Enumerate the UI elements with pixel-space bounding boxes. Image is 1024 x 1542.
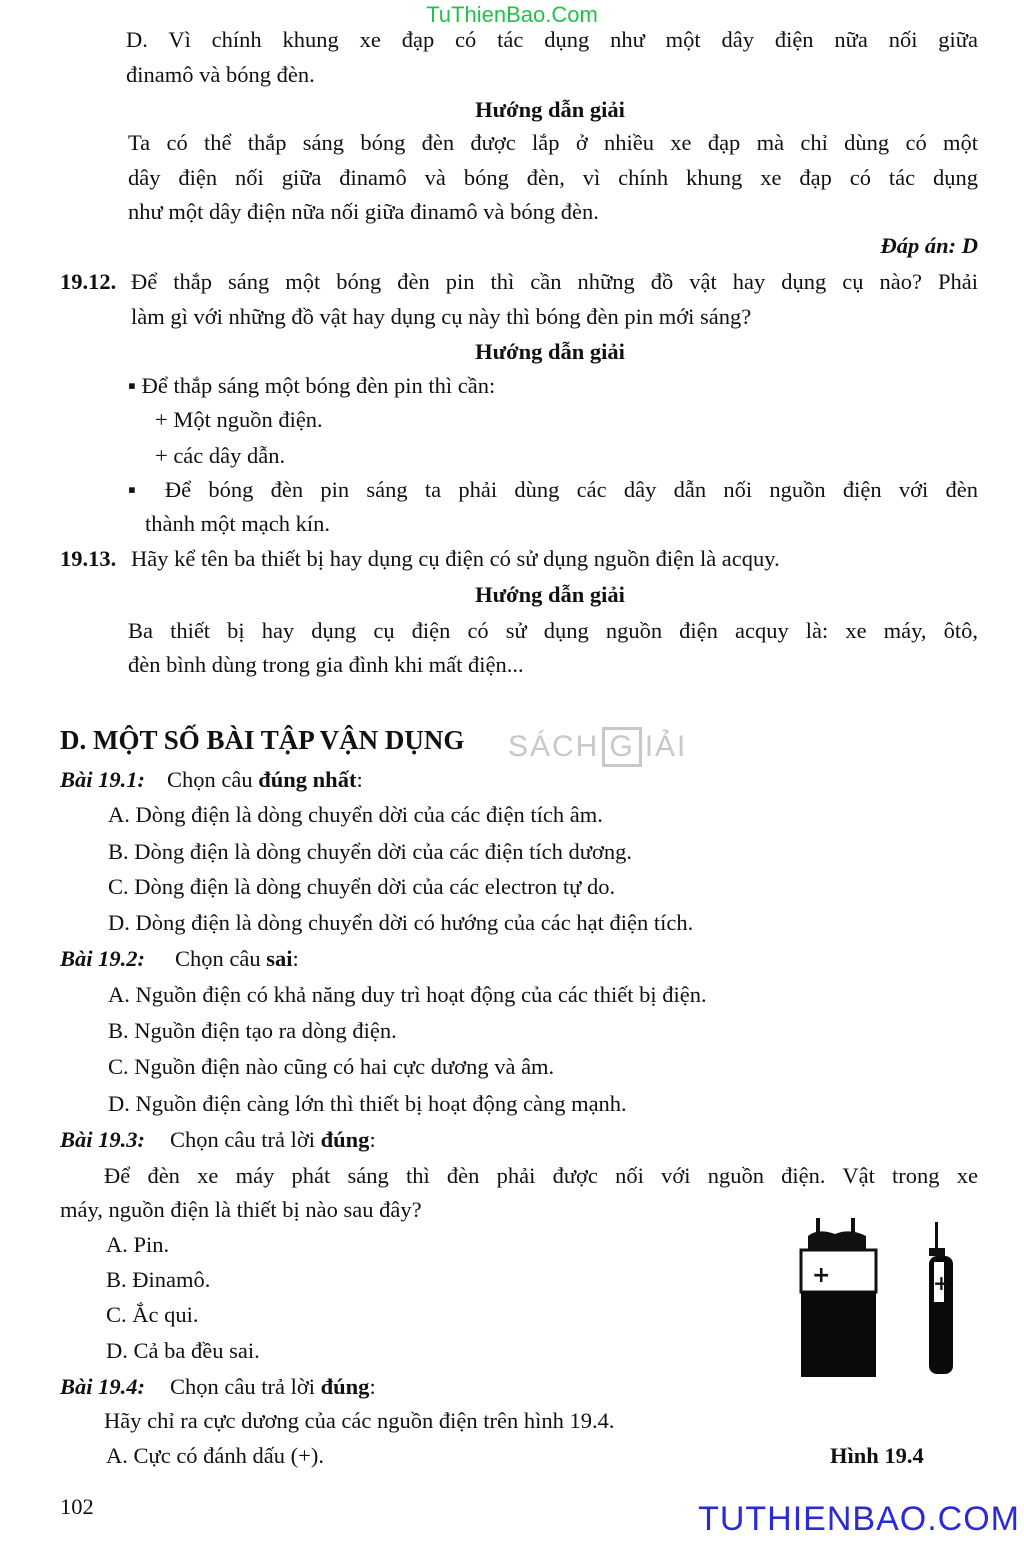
- exercise-19-1-header: [60, 765, 363, 795]
- guide-2-bullet-2: ▪ Để bóng đèn pin sáng ta phải dùng các dây dẫn nối nguồn điện với đèn: [128, 477, 978, 502]
- watermark-center-part-1: SÁCH: [508, 730, 600, 763]
- exercise-19-1-option-c: C. Dòng điện là dòng chuyển dời của các electron tự do.: [108, 874, 616, 899]
- exercise-19-4-header: [60, 1372, 376, 1402]
- exercise-19-4-prompt-pre: Chọn câu trả lời: [170, 1374, 321, 1399]
- exercise-19-3-prompt-bold: đúng: [320, 1127, 370, 1152]
- guide-2-item-2: + các dây dẫn.: [155, 443, 286, 468]
- guide-3-line-1: Ba thiết bị hay dụng cụ điện có sử dụng nguồn điện acquy là: xe máy, ôtô,: [128, 618, 978, 643]
- guide-1-line-3: như một dây điện nữa nối giữa đinamô và bóng đèn.: [128, 199, 599, 224]
- exercise-19-2-prompt-bold: sai: [266, 946, 293, 971]
- guide-1-line-2: dây điện nối giữa đinamô và bóng đèn, vì chính khung xe đạp có tác dụng: [128, 165, 978, 190]
- exercise-19-4-label: Bài 19.4:: [60, 1374, 146, 1399]
- section-d-heading: D. MỘT SỐ BÀI TẬP VẬN DỤNG: [60, 725, 465, 755]
- exercise-19-3-text-line-2: máy, nguồn điện là thiết bị nào sau đây?: [60, 1197, 422, 1222]
- guide-heading-2: Hướng dẫn giải: [475, 339, 625, 364]
- exercise-19-3-option-c: C. Ắc qui.: [106, 1302, 199, 1327]
- watermark-center-part-2: G: [602, 727, 641, 767]
- watermark-top: TuThienBao.Com: [426, 2, 598, 27]
- exercise-19-2-prompt-post: :: [292, 946, 299, 971]
- exercise-19-3-option-a: A. Pin.: [106, 1232, 170, 1257]
- question-19-12-line-1: Để thắp sáng một bóng đèn pin thì cần những đồ vật hay dụng cụ nào? Phải: [131, 269, 978, 294]
- guide-heading-3: Hướng dẫn giải: [475, 582, 625, 607]
- exercise-19-1-prompt-bold: đúng nhất: [258, 767, 357, 792]
- exercise-19-3-option-d: D. Cả ba đều sai.: [106, 1338, 260, 1363]
- exercise-19-2-option-c: C. Nguồn điện nào cũng có hai cực dương và âm.: [108, 1054, 555, 1079]
- guide-1-line-1: Ta có thể thắp sáng bóng đèn được lắp ở nhiều xe đạp mà chỉ dùng có một: [128, 130, 978, 155]
- question-19-13-text: Hãy kể tên ba thiết bị hay dụng cụ điện có sử dụng nguồn điện là acquy.: [131, 546, 780, 571]
- exercise-19-3-option-b: B. Đinamô.: [106, 1267, 211, 1292]
- battery-cylinder-icon: [929, 1222, 953, 1374]
- question-19-12-number: 19.12.: [60, 269, 117, 294]
- option-d-line-1: D. Vì chính khung xe đạp có tác dụng như một dây điện nữa nối giữa: [126, 27, 978, 52]
- exercise-19-1-option-a: A. Dòng điện là dòng chuyển dời của các điện tích âm.: [108, 802, 603, 827]
- exercise-19-3-text-line-1: Để đèn xe máy phát sáng thì đèn phải được nối với nguồn điện. Vật trong xe: [104, 1163, 978, 1188]
- exercise-19-4-text: Hãy chỉ ra cực dương của các nguồn điện trên hình 19.4.: [104, 1408, 615, 1433]
- guide-2-bullet-2-cont: thành một mạch kín.: [145, 511, 330, 536]
- exercise-19-4-prompt-bold: đúng: [320, 1374, 370, 1399]
- exercise-19-1-prompt-pre: Chọn câu: [167, 767, 259, 792]
- exercise-19-3-header: [60, 1125, 376, 1155]
- exercise-19-2-option-d: D. Nguồn điện càng lớn thì thiết bị hoạt động càng mạnh.: [108, 1091, 627, 1116]
- battery-cylinder-plus-label: +: [933, 1271, 950, 1295]
- watermark-center-part-3: IẢI: [644, 730, 688, 763]
- figure-19-4-batteries: [780, 1210, 970, 1385]
- page-number: 102: [60, 1494, 94, 1519]
- battery-flat-icon: [801, 1218, 876, 1377]
- watermark-center: [508, 727, 687, 767]
- guide-2-item-1: + Một nguồn điện.: [155, 407, 323, 432]
- exercise-19-2-label: Bài 19.2:: [60, 946, 146, 971]
- guide-2-bullet-1: ▪ Để thắp sáng một bóng đèn pin thì cần:: [128, 373, 496, 398]
- figure-19-4-caption: Hình 19.4: [830, 1443, 924, 1468]
- exercise-19-3-prompt-post: :: [369, 1127, 376, 1152]
- exercise-19-1-option-b: B. Dòng điện là dòng chuyển dời của các điện tích dương.: [108, 839, 632, 864]
- exercise-19-3-label: Bài 19.3:: [60, 1127, 146, 1152]
- exercise-19-4-prompt-post: :: [369, 1374, 376, 1399]
- question-19-12-line-2: làm gì với những đồ vật hay dụng cụ này thì bóng đèn pin mới sáng?: [131, 304, 752, 329]
- option-d-line-2: đinamô và bóng đèn.: [126, 62, 315, 87]
- battery-flat-plus-label: +: [812, 1263, 831, 1288]
- exercise-19-1-label: Bài 19.1:: [60, 767, 146, 792]
- exercise-19-1-prompt-post: :: [356, 767, 363, 792]
- question-19-13-number: 19.13.: [60, 546, 117, 571]
- exercise-19-2-header: [60, 944, 299, 974]
- guide-3-line-2: đèn bình dùng trong gia đình khi mất điện...: [128, 652, 524, 677]
- answer-label: Đáp án: D: [880, 233, 978, 258]
- guide-heading-1: Hướng dẫn giải: [475, 97, 625, 122]
- exercise-19-2-option-b: B. Nguồn điện tạo ra dòng điện.: [108, 1018, 397, 1043]
- exercise-19-2-option-a: A. Nguồn điện có khả năng duy trì hoạt động của các thiết bị điện.: [108, 982, 707, 1007]
- exercise-19-2-prompt-pre: Chọn câu: [175, 946, 267, 971]
- exercise-19-4-option-a: A. Cực có đánh dấu (+).: [106, 1443, 324, 1468]
- exercise-19-1-option-d: D. Dòng điện là dòng chuyển dời có hướng của các hạt điện tích.: [108, 910, 694, 935]
- watermark-bottom: TUTHIENBAO.COM: [698, 1500, 1020, 1538]
- exercise-19-3-prompt-pre: Chọn câu trả lời: [170, 1127, 321, 1152]
